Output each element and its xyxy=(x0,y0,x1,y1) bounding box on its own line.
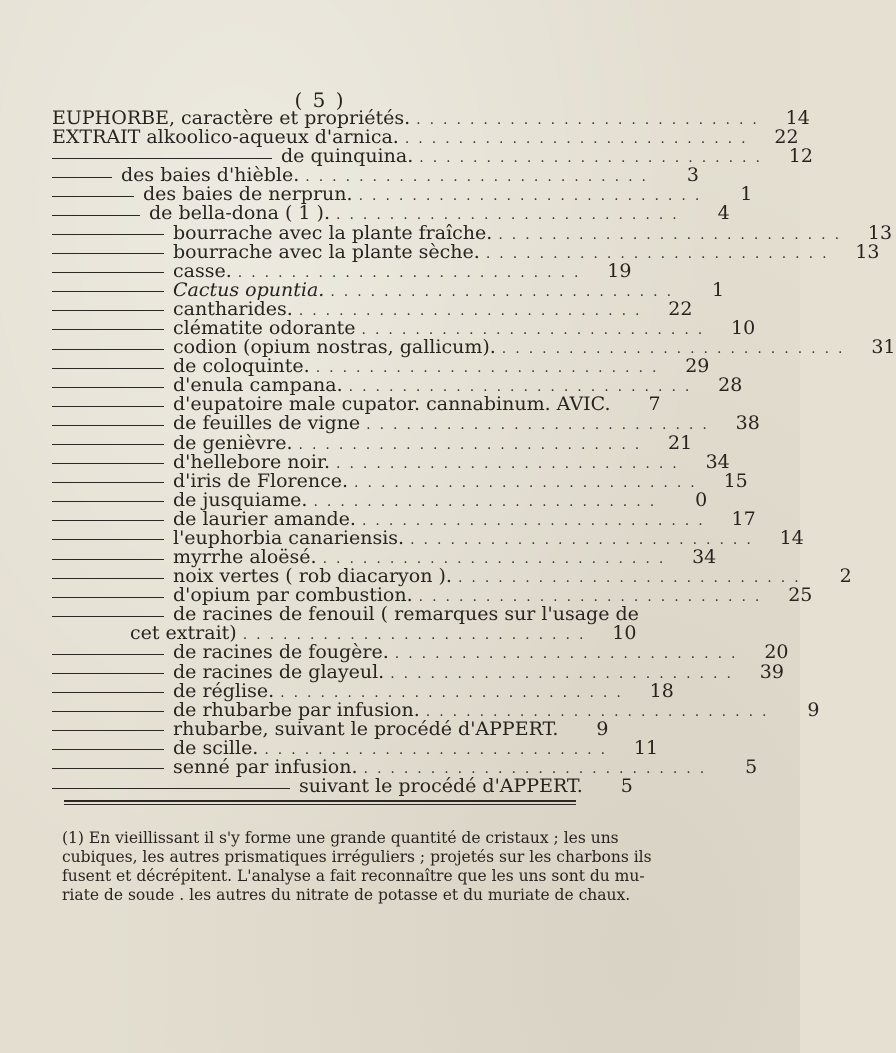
entry-page: 0 xyxy=(695,488,708,511)
entry-page: 34 xyxy=(705,450,730,473)
entry-label: noix vertes ( rob diacaryon ). xyxy=(173,565,452,588)
entry-label: d'enula campana. xyxy=(173,374,343,397)
entry-label: de rhubarbe par infusion. xyxy=(173,698,420,721)
index-entry xyxy=(52,316,756,339)
leader-dots: .......................... xyxy=(390,665,740,682)
entry-label: des baies d'hièble. xyxy=(121,164,300,187)
ditto-rule xyxy=(52,520,164,521)
entry-page: 14 xyxy=(785,107,810,129)
entry-label: rhubarbe, suivant le procédé d'APPERT. xyxy=(173,717,559,740)
entry-page: 1 xyxy=(711,278,725,301)
ditto-rule xyxy=(52,559,164,560)
index-entry xyxy=(52,221,893,244)
index-entry xyxy=(52,259,632,282)
entry-page: 14 xyxy=(779,526,804,549)
leader-dots: .......................... xyxy=(336,455,686,472)
entry-page: 25 xyxy=(788,584,813,607)
entry-page: 13 xyxy=(855,240,880,263)
ditto-rule xyxy=(52,692,164,693)
ditto-rule xyxy=(52,291,164,292)
index-entry xyxy=(52,412,760,435)
entry-page: 29 xyxy=(685,355,710,378)
entry-page: 28 xyxy=(718,374,743,397)
ditto-rule xyxy=(52,310,164,311)
footnote-separator xyxy=(64,800,576,802)
ditto-rule xyxy=(52,578,164,579)
footnote-line: riate de soude . les autres du nitrate de potasse et du muriate de chaux. xyxy=(62,886,631,904)
leader-dots: .......................... xyxy=(410,531,760,548)
leader-dots: .......................... xyxy=(237,264,588,281)
index-entry xyxy=(52,565,852,588)
index-entry xyxy=(52,278,725,301)
entry-label: bourrache avec la plante fraîche. xyxy=(173,221,493,244)
ditto-rule xyxy=(52,368,164,369)
entry-page: 11 xyxy=(633,736,659,759)
ditto-rule xyxy=(52,253,164,254)
index-entry xyxy=(52,755,758,778)
leader-dots: .......................... xyxy=(305,169,655,186)
leader-dots: .......................... xyxy=(404,131,755,148)
entry-page: 2 xyxy=(839,565,852,588)
entry-label: d'opium par combustion. xyxy=(173,584,413,607)
footnote-line: (1) En vieillissant il s'y forme une grande quantité de cristaux ; les uns xyxy=(62,829,619,847)
entry-page: 9 xyxy=(596,717,609,740)
leader-dots: .......................... xyxy=(315,360,666,377)
entry-label: l'euphorbia canariensis. xyxy=(173,526,405,549)
ditto-rule xyxy=(52,597,164,598)
ditto-rule xyxy=(52,444,164,445)
entry-label: de laurier amande. xyxy=(173,507,356,530)
leader-dots: .......................... xyxy=(418,589,769,606)
entry-label: de racines de glayeul. xyxy=(173,660,385,683)
index-entry xyxy=(52,126,799,149)
entry-label: de scille. xyxy=(173,736,259,759)
index-entry xyxy=(52,240,880,263)
leader-dots: .......................... xyxy=(498,226,849,243)
entry-label: d'eupatoire male cupator. cannabinum. AVIC. xyxy=(173,393,611,416)
entry-page: 39 xyxy=(759,660,784,683)
ditto-rule xyxy=(52,196,134,197)
entry-page: 34 xyxy=(692,546,717,568)
index-entry xyxy=(52,546,717,568)
index-entry xyxy=(52,736,659,759)
ditto-rule xyxy=(52,673,164,674)
leader-dots: .......................... xyxy=(358,188,709,205)
index-entry xyxy=(52,641,789,664)
footnote-line: cubiques, les autres prismatiques irréguliers ; projetés sur les charbons ils xyxy=(62,848,652,866)
entry-label: Cactus opuntia. xyxy=(173,278,325,301)
leader-dots: .......................... xyxy=(419,150,769,167)
index-entry xyxy=(52,431,693,454)
entry-label: senné par infusion. xyxy=(173,755,358,778)
entry-label: bourrache avec la plante sèche. xyxy=(173,240,480,263)
entry-label: de quinquina. xyxy=(281,145,414,168)
entry-label: de feuilles de vigne xyxy=(173,412,361,435)
ditto-rule xyxy=(52,616,164,617)
entry-page: 18 xyxy=(649,679,674,702)
entry-page: 20 xyxy=(764,641,789,664)
ditto-rule xyxy=(52,234,164,235)
index-entry xyxy=(52,526,804,549)
ditto-rule xyxy=(52,158,272,159)
ditto-rule xyxy=(52,501,164,502)
entry-page: 9 xyxy=(807,698,820,721)
ditto-rule xyxy=(52,788,290,789)
entry-label: myrrhe aloësé. xyxy=(173,546,317,568)
index-entry xyxy=(52,297,693,320)
index-entry xyxy=(52,107,810,129)
leader-dots: .......................... xyxy=(354,474,704,491)
entry-label: EXTRAIT alkoolico-aqueux d'arnica. xyxy=(52,126,399,149)
leader-dots: .......................... xyxy=(485,245,836,262)
entry-page: 31 xyxy=(871,336,896,358)
index-entry xyxy=(52,393,661,416)
index-entry xyxy=(52,164,699,187)
entry-label: codion (opium nostras, gallicum). xyxy=(173,336,496,358)
entry-page: 12 xyxy=(788,145,813,168)
ditto-rule xyxy=(52,539,164,540)
index-entry xyxy=(52,679,674,702)
ditto-rule xyxy=(52,711,164,712)
leader-dots: .......................... xyxy=(348,379,699,396)
entry-page: 4 xyxy=(717,202,730,225)
leader-dots: .......................... xyxy=(361,321,712,338)
entry-label: casse. xyxy=(173,259,232,282)
entry-page: 5 xyxy=(620,775,633,797)
index-entry xyxy=(52,507,756,530)
page-number: ( 5 ) xyxy=(294,88,346,112)
entry-label: cantharides. xyxy=(173,297,293,320)
footnote-separator-thin xyxy=(64,804,576,805)
entry-label: de bella-dona ( 1 ). xyxy=(149,202,330,225)
ditto-rule xyxy=(52,329,164,330)
index-entry xyxy=(52,469,748,492)
entry-page: 7 xyxy=(648,393,661,416)
index-entry xyxy=(52,717,609,740)
entry-label: EUPHORBE, caractère et propriétés. xyxy=(52,107,411,129)
leader-dots: .......................... xyxy=(298,302,649,319)
ditto-rule xyxy=(52,387,164,388)
entry-page: 38 xyxy=(735,412,760,435)
entry-label: de coloquinte. xyxy=(173,355,310,378)
ditto-rule xyxy=(52,215,140,216)
entry-label: d'hellebore noir. xyxy=(173,450,331,473)
leader-dots: .......................... xyxy=(416,112,766,128)
entry-page: 3 xyxy=(686,164,699,187)
footnote xyxy=(62,829,652,905)
entry-label: de réglise. xyxy=(173,679,275,702)
ditto-rule xyxy=(52,272,164,273)
entry-page: 13 xyxy=(867,221,893,244)
leader-dots: .......................... xyxy=(336,207,686,224)
ditto-rule xyxy=(52,425,164,426)
leader-dots: .......................... xyxy=(330,283,681,300)
index-entry xyxy=(52,450,730,473)
entry-page: 21 xyxy=(668,431,693,454)
ditto-rule xyxy=(52,730,164,731)
ditto-rule xyxy=(52,177,112,178)
leader-dots: .......................... xyxy=(394,646,745,663)
index-entry xyxy=(52,660,784,683)
index-entry xyxy=(52,488,708,511)
entry-page: 10 xyxy=(612,622,637,645)
index-entry xyxy=(130,622,637,645)
entry-label: de racines de fougère. xyxy=(173,641,389,664)
leader-dots: .......................... xyxy=(361,512,712,529)
entry-page: 15 xyxy=(723,469,748,492)
leader-dots: .......................... xyxy=(457,570,808,587)
leader-dots: .......................... xyxy=(366,417,716,434)
entry-label: d'iris de Florence. xyxy=(173,469,349,492)
leader-dots: .......................... xyxy=(425,703,776,720)
entry-label: de genièvre. xyxy=(173,431,293,454)
footnote-line: fusent et décrépitent. L'analyse a fait reconnaître que les uns sont du mu- xyxy=(62,867,645,885)
leader-dots: .......................... xyxy=(501,341,852,357)
index-entry xyxy=(52,183,753,206)
entry-label: de racines de fenouil ( remarques sur l'usage de xyxy=(173,603,639,626)
entry-label: cet extrait) xyxy=(130,622,237,645)
index-entry xyxy=(52,202,730,225)
leader-dots: .......................... xyxy=(280,684,630,701)
index-entry xyxy=(52,775,633,797)
entry-page: 17 xyxy=(731,507,756,530)
entry-label: des baies de nerprun. xyxy=(143,183,353,206)
leader-dots: .......................... xyxy=(242,627,593,644)
index-entry xyxy=(52,584,813,607)
entry-page: 22 xyxy=(668,297,693,320)
entry-page: 19 xyxy=(607,259,632,282)
entry-label: de jusquiame. xyxy=(173,488,308,511)
index-entry xyxy=(52,145,813,168)
index-entry xyxy=(52,336,896,358)
ditto-rule xyxy=(52,768,164,769)
index-entry xyxy=(52,355,710,378)
entry-page: 1 xyxy=(740,183,753,206)
ditto-rule xyxy=(52,463,164,464)
index-entry xyxy=(52,603,639,626)
ditto-rule xyxy=(52,349,164,350)
ditto-rule xyxy=(52,749,164,750)
leader-dots: .......................... xyxy=(264,741,615,758)
entry-label: clématite odorante xyxy=(173,316,356,339)
leader-dots: .......................... xyxy=(322,551,673,567)
ditto-rule xyxy=(52,482,164,483)
leader-dots: .......................... xyxy=(298,436,649,453)
ditto-rule xyxy=(52,654,164,655)
entry-page: 5 xyxy=(745,755,758,778)
index-entry xyxy=(52,374,743,397)
entry-page: 10 xyxy=(731,316,756,339)
entry-label: suivant le procédé d'APPERT. xyxy=(299,775,583,797)
leader-dots: .......................... xyxy=(363,760,714,777)
leader-dots: .......................... xyxy=(313,493,664,510)
ditto-rule xyxy=(52,406,164,407)
index-entry xyxy=(52,698,820,721)
entry-page: 22 xyxy=(774,126,799,149)
